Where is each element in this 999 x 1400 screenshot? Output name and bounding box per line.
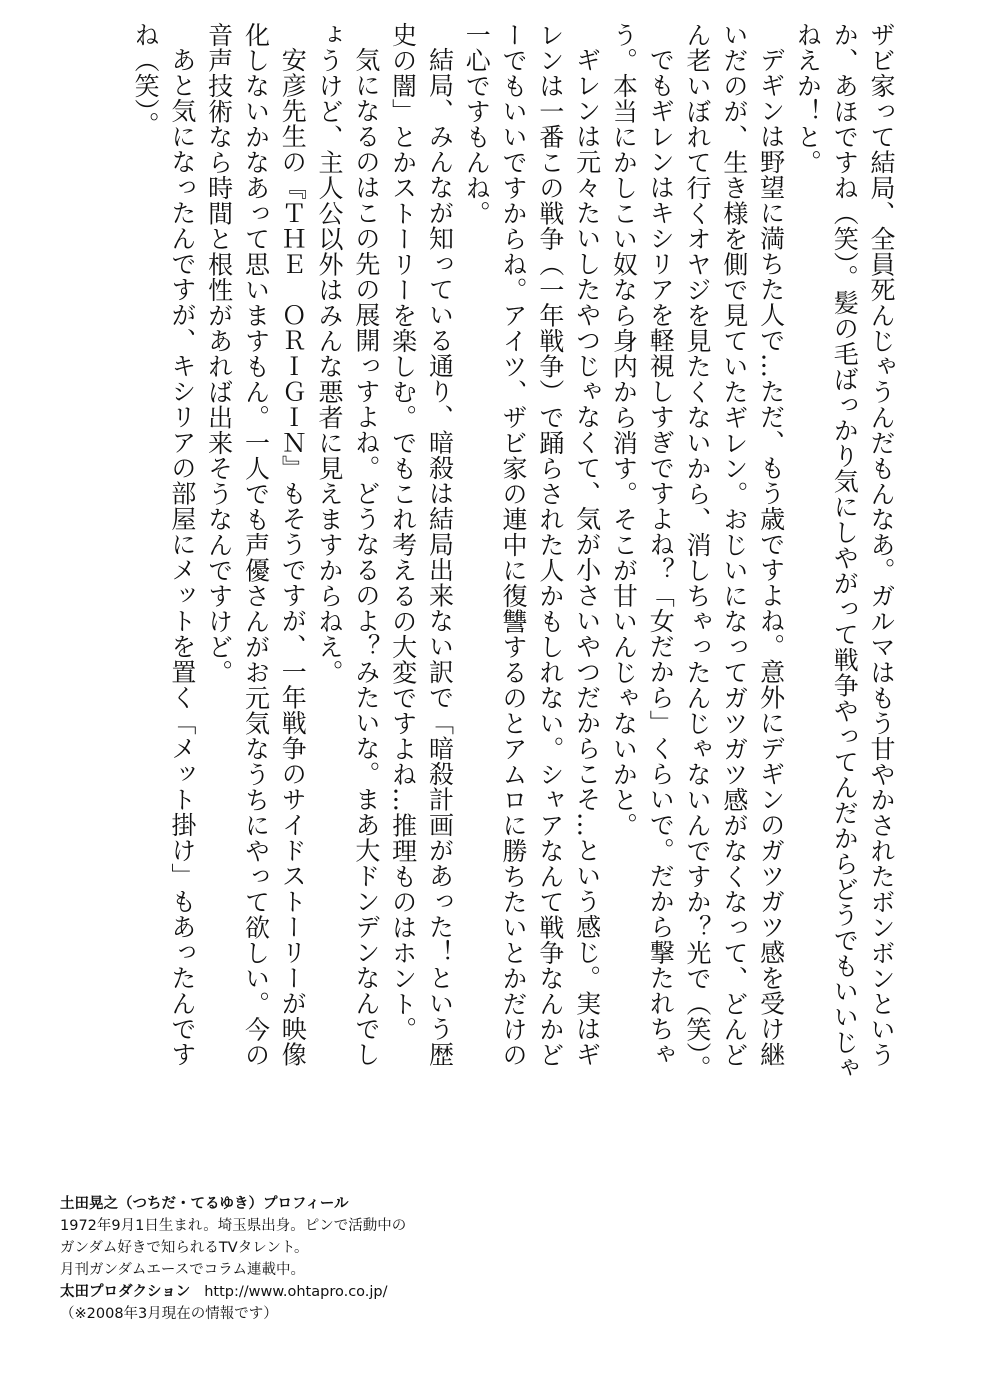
profile-heading: 土田晃之（つちだ・てるゆき）プロフィール [60,1196,349,1212]
paragraph: ザビ家って結局、全員死んじゃうんだもんなあ。ガルマはもう甘やかされたボンボンというか、あほですね（笑）。髪の毛ばっかり気にしやがって戦争やってんだからどうでもいいじゃねえか！と。 [793,22,896,1081]
profile-line: 1972年9月1日生まれ。埼玉県出身。ピンで活動中の [60,1218,407,1234]
profile-block [60,1193,620,1325]
profile-line: ガンダム好きで知られるTVタレント。 [60,1240,309,1256]
paragraph: あと気になったんですが、キシリアの部屋にメットを置く「メット掛け」もあったんですね（笑）。 [131,22,197,1067]
paragraph: デギンは野望に満ちた人で…ただ、もう歳ですよね。意外にデギンのガツガツ感を受け継いだのが、生き様を側で見ていたギレン。おじいになってガツガツ感がなくなって、どんどん老いぼれて行くオヤジを見たくないから、消しちゃったんじゃないんですか？光で（笑）。 [683,22,786,1081]
profile-line: 月刊ガンダムエースでコラム連載中。 [60,1262,306,1278]
profile-note: （※2008年3月現在の情報です） [60,1306,278,1322]
production-name: 太田プロダクション [60,1284,191,1300]
paragraph: でもギレンはキシリアを軽視しすぎですよね？「女だから」くらいで。だから撃たれちゃう。本当にかしこい奴なら身内から消す。そこが甘いんじゃないかと。 [609,22,676,1067]
paragraph: 結局、みんなが知っている通り、暗殺は結局出来ない訳で「暗殺計画があった！という歴史の闇」とかストーリーを楽しむ。でもこれ考えるの大変ですよね…推理ものはホント。 [388,22,455,1067]
article-body [79,22,899,1092]
paragraph: 安彦先生の『ＴＨＥ ＯＲＩＧＩＮ』もそうですが、一年戦争のサイドストーリーが映像化しないかなあって思いますもん。一人でも声優さんがお元気なうちにやって欲しい。今の音声技術なら時間と根性があれば出来そうなんですけど。 [204,22,308,1068]
production-url-link[interactable]: http://www.ohtapro.co.jp/ [204,1284,388,1300]
paragraph: 気になるのはこの先の展開っすよね。どうなるのよ？みたいな。まあ大ドンデンなんでしょうけど、主人公以外はみんな悪者に見えますからねえ。 [315,22,381,1067]
production-line [60,1281,620,1303]
paragraph: ギレンは元々たいしたやつじゃなくて、気が小さいやつだからこそ…という感じ。実はギレンは一番この戦争（一年戦争）で踊らされた人かもしれない。シャアなんて戦争なんかどーでもいいですからね。アイツ、ザビ家の連中に復讐するのとアムロに勝ちたいとかだけの一心ですもんね。 [462,22,602,1068]
